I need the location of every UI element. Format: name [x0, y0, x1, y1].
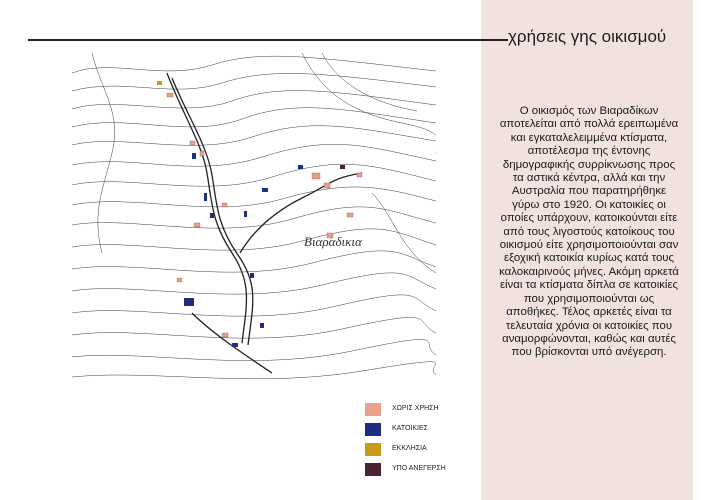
header-rule: [28, 39, 508, 41]
church-building: [157, 81, 162, 85]
legend-label: ΥΠΟ ΑΝΕΓΕΡΣΗ: [392, 465, 446, 472]
buildings-houses: [184, 153, 303, 347]
legend-label: ΚΑΤΟΙΚΙΕΣ: [392, 425, 428, 432]
legend-swatch: [365, 443, 381, 456]
legend-label: ΕΚΚΛΗΣΙΑ: [392, 445, 427, 452]
legend-swatch: [365, 463, 381, 476]
land-use-map: [72, 53, 436, 384]
legend-label: ΧΩΡΙΣ ΧΡΗΣΗ: [392, 405, 439, 412]
description-text: Ο οικισμός των Βιαραδίκων αποτελείται από πολλά ερειπωμένα και εγκαταλελειμμένα κτίσματα, αποτέλεσμα της έντονης δημογραφικής συρρίκνωσης προς τα αστικά κέντρα, αλλά και την Αυστραλία που παρατηρήθηκε γύρω στο 1920. Οι κατοικίες οι οποίες υπάρχουν, κατοικούνται είτε από τους λιγοστούς κατοίκους του οικισμού είτε χρησιμοποιούνται σαν εξοχική κατοικία κυρίως κατά τους καλοκαιρινούς μήνες. Ακόμη αρκετά είναι τα κτίσματα δίπλα σε κατοικίες που χρησιμοποιούνται ως αποθήκες. Τέλος αρκετές είναι τα τελευταία χρόνια οι κατοικίες που αναμορφώνονται, καθώς και αυτές που βρίσκονται υπό ανέγερση.: [499, 105, 679, 359]
page-title: χρήσεις γης οικισμού: [508, 27, 667, 46]
building-under-construction: [340, 165, 345, 169]
contour-lines: [72, 53, 436, 379]
legend-swatch: [365, 403, 381, 416]
map-place-label: Βιαραδικια: [304, 234, 362, 249]
legend-swatch: [365, 423, 381, 436]
